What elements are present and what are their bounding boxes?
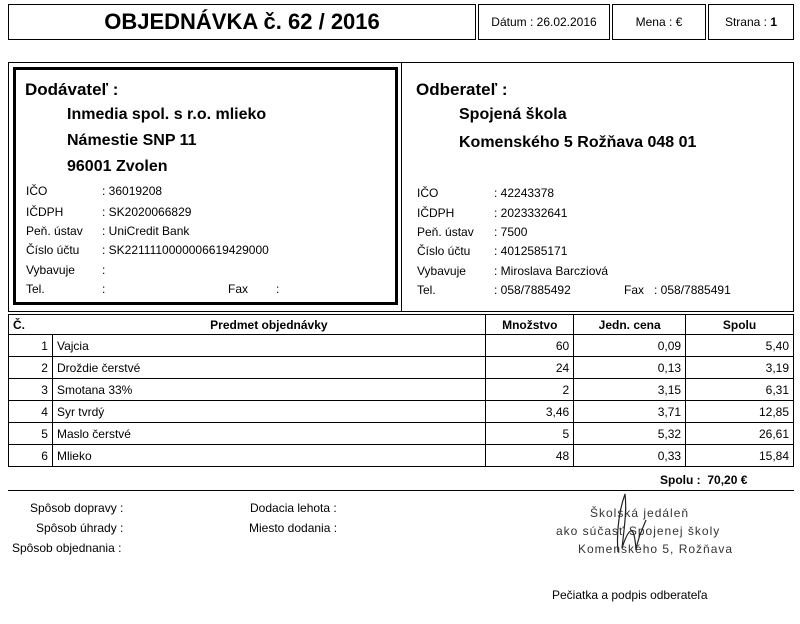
grand-total-label: Spolu : xyxy=(660,473,701,487)
row-total: 3,19 xyxy=(686,357,794,379)
page-value: 1 xyxy=(770,15,778,29)
items-table xyxy=(8,314,794,467)
customer-contact-label: Vybavuje xyxy=(417,264,466,278)
table-row xyxy=(9,401,794,423)
table-row xyxy=(9,379,794,401)
grand-total xyxy=(660,473,747,487)
delivery-term-label: Dodacia lehota : xyxy=(250,501,337,515)
col-number: Č. xyxy=(9,315,53,335)
table-header xyxy=(9,315,794,335)
row-number: 6 xyxy=(9,445,53,467)
stamp-line-2: ako súčasť Spojenej školy xyxy=(556,524,721,538)
payment-label: Spôsob úhrady : xyxy=(36,521,124,535)
customer-heading: Odberateľ : xyxy=(416,80,508,99)
table-row xyxy=(9,335,794,357)
grand-total-value: 70,20 € xyxy=(707,473,748,487)
row-total: 12,85 xyxy=(686,401,794,423)
customer-contact-value: : Miroslava Barcziová xyxy=(494,264,609,278)
customer-bank-value: : 7500 xyxy=(494,225,528,239)
customer-ico-value: : 42243378 xyxy=(494,186,555,200)
supplier-street: Námestie SNP 11 xyxy=(67,132,197,149)
row-number: 1 xyxy=(9,335,53,357)
col-total: Spolu xyxy=(686,315,794,335)
col-item: Predmet objednávky xyxy=(52,315,485,335)
stamp-line-1: Školská jedáleň xyxy=(590,506,690,520)
customer-account-value: : 4012585171 xyxy=(494,244,568,258)
delivery-place-label: Miesto dodania : xyxy=(249,521,338,535)
customer-tel-value: : 058/7885492 xyxy=(494,283,571,297)
col-unit-price: Jedn. cena xyxy=(574,315,686,335)
customer-bank-label: Peň. ústav xyxy=(417,225,474,239)
row-total: 26,61 xyxy=(686,423,794,445)
supplier-bank-value: : UniCredit Bank xyxy=(102,224,190,238)
supplier-bank-label: Peň. ústav xyxy=(26,224,83,238)
row-price: 3,71 xyxy=(574,401,686,423)
supplier-name: Inmedia spol. s r.o. mlieko xyxy=(67,106,267,123)
row-number: 3 xyxy=(9,379,53,401)
school-stamp xyxy=(548,498,768,562)
row-quantity: 5 xyxy=(486,423,574,445)
supplier-ico-label: IČO xyxy=(26,184,48,198)
row-price: 3,15 xyxy=(574,379,686,401)
customer-icdph-value: : 2023332641 xyxy=(494,206,568,220)
stamp-signature-label: Pečiatka a podpis odberateľa xyxy=(552,588,708,602)
row-quantity: 48 xyxy=(486,445,574,467)
page-label: Strana : xyxy=(724,15,767,29)
customer-fax-value: : 058/7885491 xyxy=(654,283,731,297)
footer-separator xyxy=(8,490,794,491)
signature-icon xyxy=(600,490,650,560)
supplier-tel-value: : xyxy=(102,282,106,296)
row-number: 2 xyxy=(9,357,53,379)
row-item: Droždie čerstvé xyxy=(52,357,485,379)
row-price: 0,09 xyxy=(574,335,686,357)
supplier-heading: Dodávateľ : xyxy=(25,80,119,99)
currency: Mena : € xyxy=(612,4,706,40)
row-item: Vajcia xyxy=(52,335,485,357)
row-price: 0,13 xyxy=(574,357,686,379)
supplier-contact-label: Vybavuje xyxy=(26,263,75,277)
supplier-ico-value: : 36019208 xyxy=(102,184,163,198)
row-quantity: 2 xyxy=(486,379,574,401)
row-total: 5,40 xyxy=(686,335,794,357)
customer-icdph-label: IČDPH xyxy=(417,206,455,220)
row-quantity: 24 xyxy=(486,357,574,379)
order-method-label: Spôsob objednania : xyxy=(12,541,122,555)
row-quantity: 3,46 xyxy=(486,401,574,423)
table-row xyxy=(9,423,794,445)
table-row xyxy=(9,357,794,379)
row-number: 4 xyxy=(9,401,53,423)
row-item: Syr tvrdý xyxy=(52,401,485,423)
supplier-contact-value: : xyxy=(102,263,106,277)
supplier-tel-label: Tel. xyxy=(26,282,45,296)
customer-address: Komenského 5 Rožňava 048 01 xyxy=(459,134,697,151)
stamp-line-3: Komenského 5, Rožňava xyxy=(578,542,734,556)
supplier-fax-value: : xyxy=(276,282,280,296)
row-price: 5,32 xyxy=(574,423,686,445)
row-quantity: 60 xyxy=(486,335,574,357)
transport-label: Spôsob dopravy : xyxy=(30,501,124,515)
row-item: Mlieko xyxy=(52,445,485,467)
row-item: Smotana 33% xyxy=(52,379,485,401)
row-item: Maslo čerstvé xyxy=(52,423,485,445)
supplier-icdph-value: : SK2020066829 xyxy=(102,205,192,219)
col-quantity: Množstvo xyxy=(486,315,574,335)
customer-ico-label: IČO xyxy=(417,186,439,200)
table-row xyxy=(9,445,794,467)
row-number: 5 xyxy=(9,423,53,445)
row-total: 15,84 xyxy=(686,445,794,467)
row-total: 6,31 xyxy=(686,379,794,401)
supplier-account-label: Číslo účtu xyxy=(26,243,80,257)
order-date: Dátum : 26.02.2016 xyxy=(478,4,610,40)
customer-account-label: Číslo účtu xyxy=(417,244,471,258)
row-price: 0,33 xyxy=(574,445,686,467)
document-title: OBJEDNÁVKA č. 62 / 2016 xyxy=(8,4,476,40)
supplier-fax-label: Fax xyxy=(228,282,249,296)
page-number xyxy=(708,4,794,40)
supplier-city: 96001 Zvolen xyxy=(67,158,168,175)
parties-divider xyxy=(401,62,402,312)
supplier-account-value: : SK2211110000006619429000 xyxy=(102,243,269,257)
supplier-icdph-label: IČDPH xyxy=(26,205,64,219)
customer-name: Spojená škola xyxy=(459,106,567,123)
customer-fax-label: Fax xyxy=(624,283,645,297)
customer-tel-label: Tel. xyxy=(417,283,436,297)
